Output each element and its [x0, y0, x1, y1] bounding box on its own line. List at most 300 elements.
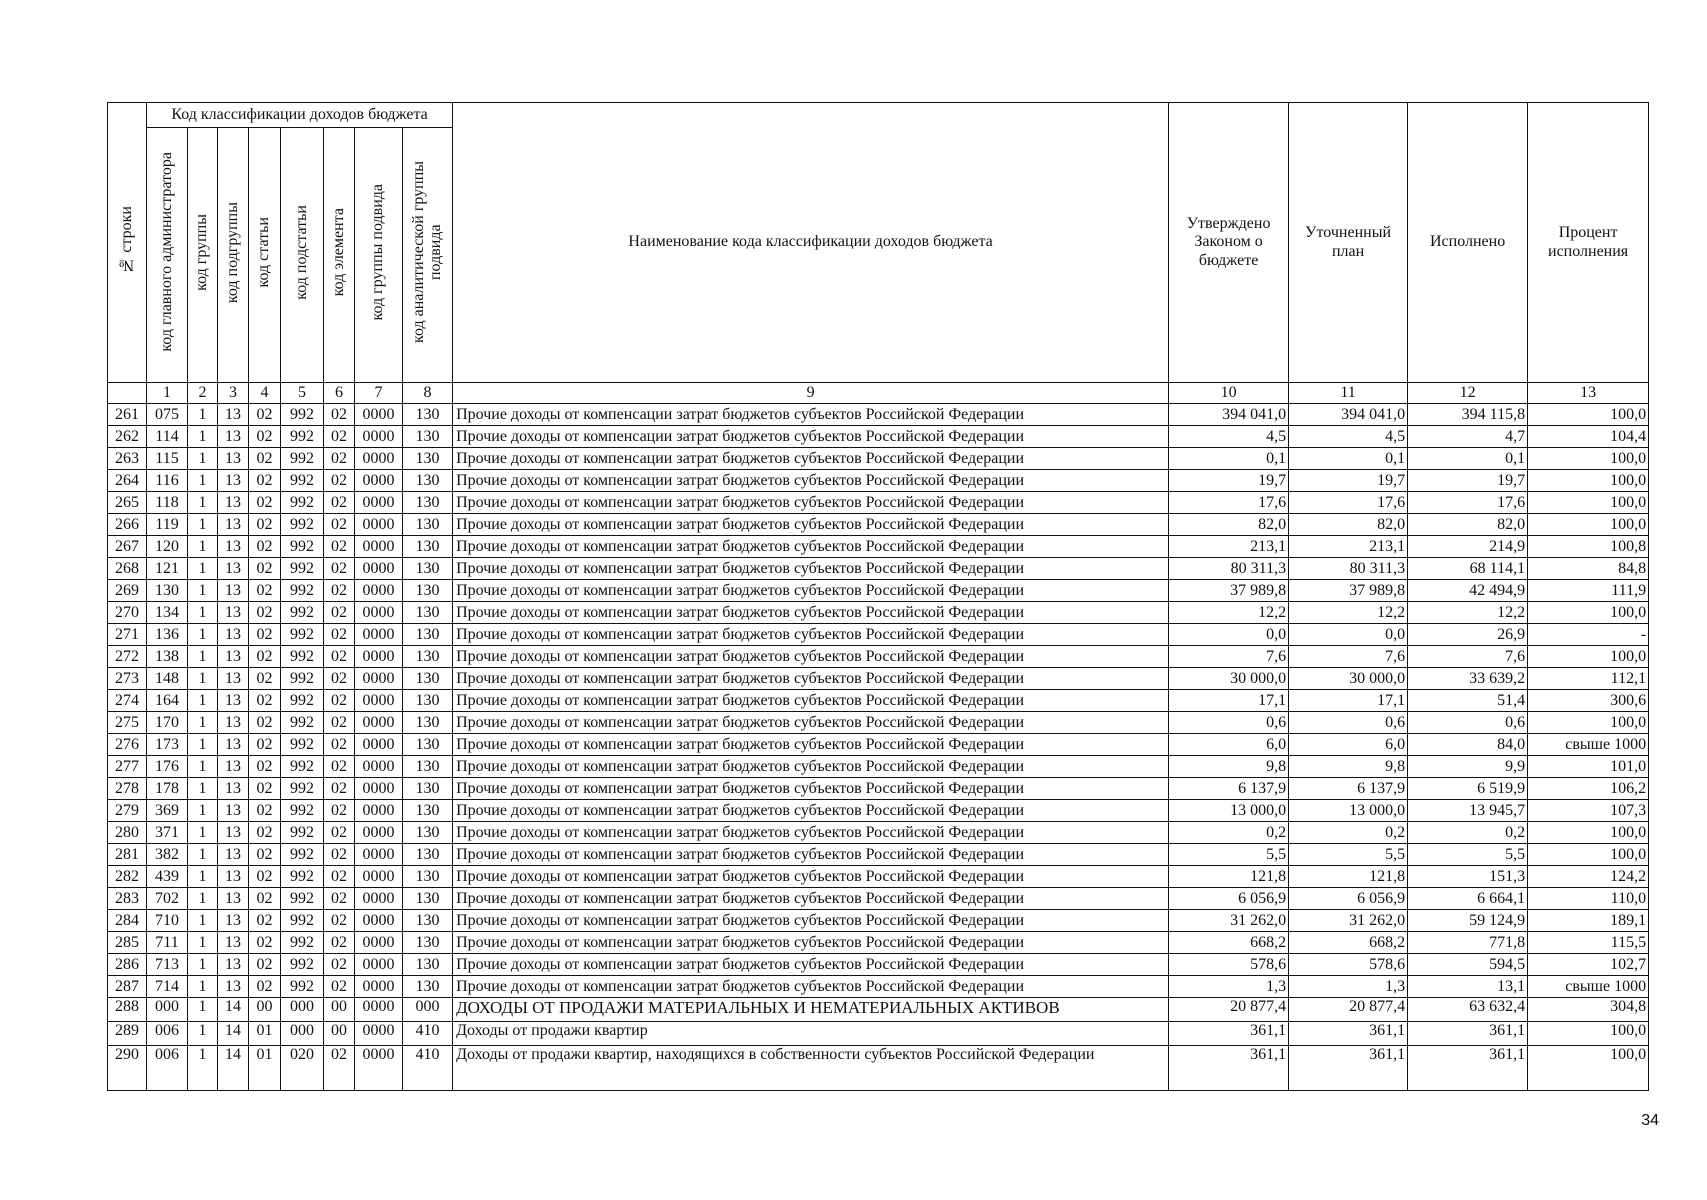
cell-name: Прочие доходы от компенсации затрат бюджетов субъектов Российской Федерации — [453, 492, 1169, 514]
cell-name: Прочие доходы от компенсации затрат бюджетов субъектов Российской Федерации — [453, 800, 1169, 822]
cell-refined-plan: 0,1 — [1289, 448, 1408, 470]
cell-code-analytic-group: 410 — [403, 1022, 453, 1046]
table-row — [108, 646, 1649, 668]
cell-row-number: 276 — [108, 734, 147, 756]
cell-name: Прочие доходы от компенсации затрат бюджетов субъектов Российской Федерации — [453, 470, 1169, 492]
cell-executed: 771,8 — [1408, 932, 1528, 954]
cell-executed: 594,5 — [1408, 954, 1528, 976]
cell-row-number: 284 — [108, 910, 147, 932]
table-row — [108, 712, 1649, 734]
cell-refined-plan: 7,6 — [1289, 646, 1408, 668]
cell-code-subtype-group: 0000 — [355, 1046, 403, 1091]
cell-row-number: 271 — [108, 624, 147, 646]
cell-code-analytic-group: 130 — [403, 910, 453, 932]
cell-code-analytic-group: 130 — [403, 976, 453, 998]
cell-approved: 17,6 — [1169, 492, 1289, 514]
header-row-number — [108, 103, 147, 383]
cell-refined-plan: 6,0 — [1289, 734, 1408, 756]
cell-code-group: 1 — [188, 646, 218, 668]
cell-approved: 12,2 — [1169, 602, 1289, 624]
cell-percent: 100,0 — [1528, 822, 1649, 844]
table-row — [108, 756, 1649, 778]
cell-code-subarticle: 992 — [281, 712, 324, 734]
cell-code-group: 1 — [188, 470, 218, 492]
cell-name: Прочие доходы от компенсации затрат бюджетов субъектов Российской Федерации — [453, 580, 1169, 602]
table-row — [108, 844, 1649, 866]
header-code-subtype-group — [355, 128, 403, 383]
cell-refined-plan: 5,5 — [1289, 844, 1408, 866]
cell-name: Прочие доходы от компенсации затрат бюджетов субъектов Российской Федерации — [453, 822, 1169, 844]
cell-code-admin: 439 — [147, 866, 188, 888]
cell-code-article: 01 — [249, 1022, 281, 1046]
cell-approved: 20 877,4 — [1169, 998, 1289, 1022]
cell-row-number: 262 — [108, 426, 147, 448]
cell-refined-plan: 9,8 — [1289, 756, 1408, 778]
cell-code-admin: 369 — [147, 800, 188, 822]
cell-code-subarticle: 992 — [281, 558, 324, 580]
cell-name: Прочие доходы от компенсации затрат бюджетов субъектов Российской Федерации — [453, 778, 1169, 800]
cell-code-subtype-group: 0000 — [355, 954, 403, 976]
cell-code-subtype-group: 0000 — [355, 778, 403, 800]
cell-percent: 100,0 — [1528, 448, 1649, 470]
cell-executed: 361,1 — [1408, 1046, 1528, 1091]
cell-code-admin: 178 — [147, 778, 188, 800]
cell-code-group: 1 — [188, 448, 218, 470]
cell-code-subarticle: 992 — [281, 822, 324, 844]
cell-percent: 100,0 — [1528, 602, 1649, 624]
cell-percent: 124,2 — [1528, 866, 1649, 888]
cell-code-element: 02 — [324, 976, 355, 998]
cell-percent: 104,4 — [1528, 426, 1649, 448]
cell-percent: 100,0 — [1528, 1022, 1649, 1046]
cell-code-subtype-group: 0000 — [355, 426, 403, 448]
cell-code-analytic-group: 130 — [403, 690, 453, 712]
column-numbers-row — [108, 383, 1649, 404]
cell-code-admin: 000 — [147, 998, 188, 1022]
cell-executed: 214,9 — [1408, 536, 1528, 558]
cell-code-subgroup: 13 — [218, 690, 249, 712]
cell-code-article: 02 — [249, 624, 281, 646]
cell-code-group: 1 — [188, 734, 218, 756]
cell-executed: 361,1 — [1408, 1022, 1528, 1046]
cell-code-subgroup: 13 — [218, 514, 249, 536]
cell-code-group: 1 — [188, 624, 218, 646]
table-row — [108, 492, 1649, 514]
header-approved: Утверждено Законом о бюджете — [1169, 103, 1289, 383]
cell-refined-plan: 121,8 — [1289, 866, 1408, 888]
cell-code-subtype-group: 0000 — [355, 976, 403, 998]
cell-code-analytic-group: 130 — [403, 954, 453, 976]
header-code-article — [249, 128, 281, 383]
cell-refined-plan: 361,1 — [1289, 1046, 1408, 1091]
cell-code-article: 02 — [249, 668, 281, 690]
cell-code-subarticle: 992 — [281, 580, 324, 602]
table-row — [108, 734, 1649, 756]
cell-refined-plan: 19,7 — [1289, 470, 1408, 492]
header-code-subgroup — [218, 128, 249, 383]
cell-code-subarticle: 992 — [281, 932, 324, 954]
cell-name: Доходы от продажи квартир — [453, 1022, 1169, 1046]
cell-row-number: 265 — [108, 492, 147, 514]
cell-name: Прочие доходы от компенсации затрат бюджетов субъектов Российской Федерации — [453, 404, 1169, 426]
cell-code-article: 02 — [249, 712, 281, 734]
cell-code-subarticle: 992 — [281, 778, 324, 800]
cell-executed: 4,7 — [1408, 426, 1528, 448]
cell-code-element: 02 — [324, 866, 355, 888]
table-row — [108, 932, 1649, 954]
cell-code-admin: 702 — [147, 888, 188, 910]
cell-code-article: 02 — [249, 448, 281, 470]
cell-code-group: 1 — [188, 558, 218, 580]
cell-name: Прочие доходы от компенсации затрат бюджетов субъектов Российской Федерации — [453, 690, 1169, 712]
header-refined-plan: Уточненный план — [1289, 103, 1408, 383]
cell-refined-plan: 361,1 — [1289, 1022, 1408, 1046]
cell-refined-plan: 1,3 — [1289, 976, 1408, 998]
cell-percent: 84,8 — [1528, 558, 1649, 580]
cell-executed: 13,1 — [1408, 976, 1528, 998]
cell-executed: 68 114,1 — [1408, 558, 1528, 580]
cell-refined-plan: 13 000,0 — [1289, 800, 1408, 822]
cell-code-analytic-group: 130 — [403, 470, 453, 492]
header-code-group: Код классификации доходов бюджета — [147, 103, 453, 128]
cell-refined-plan: 17,1 — [1289, 690, 1408, 712]
cell-code-admin: 714 — [147, 976, 188, 998]
cell-code-element: 02 — [324, 1046, 355, 1091]
cell-name: Прочие доходы от компенсации затрат бюджетов субъектов Российской Федерации — [453, 734, 1169, 756]
cell-percent: 100,0 — [1528, 514, 1649, 536]
cell-approved: 6 137,9 — [1169, 778, 1289, 800]
cell-code-subarticle: 020 — [281, 1046, 324, 1091]
cell-code-group: 1 — [188, 602, 218, 624]
cell-code-subtype-group: 0000 — [355, 580, 403, 602]
cell-executed: 84,0 — [1408, 734, 1528, 756]
cell-code-subarticle: 992 — [281, 954, 324, 976]
cell-refined-plan: 17,6 — [1289, 492, 1408, 514]
cell-executed: 0,2 — [1408, 822, 1528, 844]
cell-code-article: 02 — [249, 778, 281, 800]
cell-code-subarticle: 992 — [281, 844, 324, 866]
cell-code-group: 1 — [188, 976, 218, 998]
cell-executed: 42 494,9 — [1408, 580, 1528, 602]
cell-name: ДОХОДЫ ОТ ПРОДАЖИ МАТЕРИАЛЬНЫХ И НЕМАТЕРИАЛЬНЫХ АКТИВОВ — [453, 998, 1169, 1022]
cell-code-element: 02 — [324, 690, 355, 712]
cell-approved: 7,6 — [1169, 646, 1289, 668]
cell-code-element: 02 — [324, 954, 355, 976]
table-row — [108, 514, 1649, 536]
cell-row-number: 272 — [108, 646, 147, 668]
cell-code-admin: 710 — [147, 910, 188, 932]
cell-code-group: 1 — [188, 1046, 218, 1091]
cell-code-subgroup: 13 — [218, 844, 249, 866]
cell-refined-plan: 0,0 — [1289, 624, 1408, 646]
cell-code-element: 02 — [324, 756, 355, 778]
cell-code-admin: 118 — [147, 492, 188, 514]
cell-code-subtype-group: 0000 — [355, 800, 403, 822]
cell-code-element: 02 — [324, 580, 355, 602]
header-code-article-label: код статьи — [255, 217, 273, 288]
cell-code-admin: 130 — [147, 580, 188, 602]
cell-code-subgroup: 14 — [218, 1022, 249, 1046]
cell-code-article: 02 — [249, 470, 281, 492]
cell-row-number: 263 — [108, 448, 147, 470]
cell-code-group: 1 — [188, 998, 218, 1022]
cell-percent: 189,1 — [1528, 910, 1649, 932]
cell-percent: 100,0 — [1528, 646, 1649, 668]
cell-code-analytic-group: 130 — [403, 734, 453, 756]
cell-code-subgroup: 13 — [218, 602, 249, 624]
column-number: 12 — [1408, 383, 1528, 404]
cell-code-subarticle: 992 — [281, 646, 324, 668]
cell-percent: свыше 1000 — [1528, 976, 1649, 998]
cell-code-subarticle: 992 — [281, 734, 324, 756]
cell-approved: 1,3 — [1169, 976, 1289, 998]
cell-code-subtype-group: 0000 — [355, 690, 403, 712]
cell-code-admin: 121 — [147, 558, 188, 580]
table-row — [108, 1022, 1649, 1046]
cell-code-group: 1 — [188, 932, 218, 954]
cell-approved: 5,5 — [1169, 844, 1289, 866]
cell-code-group: 1 — [188, 690, 218, 712]
cell-row-number: 282 — [108, 866, 147, 888]
cell-code-subarticle: 992 — [281, 536, 324, 558]
cell-percent: 100,0 — [1528, 1046, 1649, 1091]
table-row — [108, 778, 1649, 800]
cell-name: Прочие доходы от компенсации затрат бюджетов субъектов Российской Федерации — [453, 448, 1169, 470]
cell-code-subgroup: 13 — [218, 558, 249, 580]
cell-code-admin: 114 — [147, 426, 188, 448]
cell-executed: 394 115,8 — [1408, 404, 1528, 426]
cell-code-element: 00 — [324, 1022, 355, 1046]
cell-code-article: 02 — [249, 536, 281, 558]
cell-code-element: 02 — [324, 712, 355, 734]
cell-code-subtype-group: 0000 — [355, 998, 403, 1022]
cell-name: Прочие доходы от компенсации затрат бюджетов субъектов Российской Федерации — [453, 756, 1169, 778]
cell-code-article: 02 — [249, 734, 281, 756]
cell-code-subtype-group: 0000 — [355, 822, 403, 844]
cell-code-group: 1 — [188, 910, 218, 932]
cell-code-subtype-group: 0000 — [355, 492, 403, 514]
cell-code-element: 02 — [324, 778, 355, 800]
cell-code-element: 02 — [324, 844, 355, 866]
header-code-element — [324, 128, 355, 383]
cell-code-subgroup: 13 — [218, 976, 249, 998]
table-row — [108, 580, 1649, 602]
cell-code-analytic-group: 130 — [403, 404, 453, 426]
cell-code-article: 01 — [249, 1046, 281, 1091]
header-code-subarticle-label: код подстатьи — [292, 204, 310, 300]
cell-code-subgroup: 13 — [218, 470, 249, 492]
cell-approved: 4,5 — [1169, 426, 1289, 448]
table-row — [108, 888, 1649, 910]
cell-code-subgroup: 14 — [218, 1046, 249, 1091]
cell-row-number: 285 — [108, 932, 147, 954]
cell-approved: 361,1 — [1169, 1046, 1289, 1091]
cell-code-subtype-group: 0000 — [355, 514, 403, 536]
cell-row-number: 290 — [108, 1046, 147, 1091]
cell-code-admin: 138 — [147, 646, 188, 668]
cell-code-element: 02 — [324, 536, 355, 558]
cell-percent: свыше 1000 — [1528, 734, 1649, 756]
table-row — [108, 1046, 1649, 1091]
cell-code-subtype-group: 0000 — [355, 844, 403, 866]
header-code-admin-label: код главного администратора — [157, 152, 175, 353]
cell-code-admin: 134 — [147, 602, 188, 624]
page-number: 34 — [1641, 1112, 1659, 1129]
cell-approved: 9,8 — [1169, 756, 1289, 778]
cell-code-group: 1 — [188, 778, 218, 800]
table-row — [108, 448, 1649, 470]
cell-code-subgroup: 13 — [218, 866, 249, 888]
cell-row-number: 273 — [108, 668, 147, 690]
cell-code-subgroup: 14 — [218, 998, 249, 1022]
cell-code-element: 02 — [324, 492, 355, 514]
cell-approved: 121,8 — [1169, 866, 1289, 888]
column-number: 3 — [218, 383, 249, 404]
cell-code-article: 02 — [249, 932, 281, 954]
cell-row-number: 288 — [108, 998, 147, 1022]
cell-code-admin: 006 — [147, 1046, 188, 1091]
cell-approved: 82,0 — [1169, 514, 1289, 536]
cell-code-subtype-group: 0000 — [355, 668, 403, 690]
cell-code-admin: 371 — [147, 822, 188, 844]
cell-percent: 100,0 — [1528, 492, 1649, 514]
cell-code-subtype-group: 0000 — [355, 910, 403, 932]
cell-percent: 300,6 — [1528, 690, 1649, 712]
cell-code-subgroup: 13 — [218, 932, 249, 954]
cell-row-number: 264 — [108, 470, 147, 492]
cell-code-subgroup: 13 — [218, 800, 249, 822]
cell-approved: 0,0 — [1169, 624, 1289, 646]
cell-row-number: 266 — [108, 514, 147, 536]
cell-code-subarticle: 992 — [281, 602, 324, 624]
cell-code-group: 1 — [188, 712, 218, 734]
header-code-analytic-group-label: код аналитической группы подвида — [409, 161, 444, 344]
cell-code-analytic-group: 130 — [403, 822, 453, 844]
cell-refined-plan: 0,6 — [1289, 712, 1408, 734]
cell-row-number: 268 — [108, 558, 147, 580]
cell-code-subgroup: 13 — [218, 756, 249, 778]
cell-row-number: 280 — [108, 822, 147, 844]
column-number: 10 — [1169, 383, 1289, 404]
cell-code-article: 02 — [249, 976, 281, 998]
cell-code-subtype-group: 0000 — [355, 932, 403, 954]
cell-code-subarticle: 992 — [281, 448, 324, 470]
cell-code-article: 02 — [249, 822, 281, 844]
cell-code-admin: 006 — [147, 1022, 188, 1046]
cell-refined-plan: 31 262,0 — [1289, 910, 1408, 932]
cell-refined-plan: 213,1 — [1289, 536, 1408, 558]
cell-code-admin: 711 — [147, 932, 188, 954]
cell-code-subtype-group: 0000 — [355, 1022, 403, 1046]
cell-code-subgroup: 13 — [218, 778, 249, 800]
cell-code-article: 02 — [249, 646, 281, 668]
cell-row-number: 267 — [108, 536, 147, 558]
cell-code-article: 02 — [249, 492, 281, 514]
cell-code-article: 02 — [249, 888, 281, 910]
cell-percent: 110,0 — [1528, 888, 1649, 910]
cell-code-subarticle: 992 — [281, 976, 324, 998]
cell-executed: 13 945,7 — [1408, 800, 1528, 822]
table-row — [108, 822, 1649, 844]
cell-executed: 6 519,9 — [1408, 778, 1528, 800]
cell-row-number: 277 — [108, 756, 147, 778]
table-row — [108, 954, 1649, 976]
cell-code-group: 1 — [188, 800, 218, 822]
cell-code-element: 02 — [324, 514, 355, 536]
cell-approved: 668,2 — [1169, 932, 1289, 954]
cell-name: Прочие доходы от компенсации затрат бюджетов субъектов Российской Федерации — [453, 646, 1169, 668]
header-code-analytic-group — [403, 128, 453, 383]
header-code-group-cell — [188, 128, 218, 383]
cell-code-analytic-group: 130 — [403, 580, 453, 602]
cell-code-analytic-group: 130 — [403, 624, 453, 646]
cell-approved: 13 000,0 — [1169, 800, 1289, 822]
cell-name: Прочие доходы от компенсации затрат бюджетов субъектов Российской Федерации — [453, 668, 1169, 690]
cell-row-number: 274 — [108, 690, 147, 712]
cell-code-subtype-group: 0000 — [355, 734, 403, 756]
cell-executed: 5,5 — [1408, 844, 1528, 866]
cell-code-subarticle: 992 — [281, 624, 324, 646]
cell-code-element: 02 — [324, 646, 355, 668]
cell-code-subarticle: 000 — [281, 1022, 324, 1046]
cell-approved: 80 311,3 — [1169, 558, 1289, 580]
cell-executed: 19,7 — [1408, 470, 1528, 492]
cell-code-analytic-group: 130 — [403, 756, 453, 778]
cell-code-admin: 382 — [147, 844, 188, 866]
cell-code-article: 02 — [249, 756, 281, 778]
cell-code-article: 02 — [249, 910, 281, 932]
cell-code-subtype-group: 0000 — [355, 404, 403, 426]
cell-executed: 33 639,2 — [1408, 668, 1528, 690]
cell-row-number: 270 — [108, 602, 147, 624]
cell-code-article: 02 — [249, 866, 281, 888]
cell-code-subgroup: 13 — [218, 888, 249, 910]
cell-approved: 213,1 — [1169, 536, 1289, 558]
cell-code-analytic-group: 130 — [403, 514, 453, 536]
cell-code-article: 00 — [249, 998, 281, 1022]
cell-code-subarticle: 992 — [281, 888, 324, 910]
cell-approved: 6 056,9 — [1169, 888, 1289, 910]
cell-executed: 6 664,1 — [1408, 888, 1528, 910]
cell-code-subtype-group: 0000 — [355, 470, 403, 492]
cell-percent: 112,1 — [1528, 668, 1649, 690]
cell-code-subarticle: 992 — [281, 514, 324, 536]
cell-code-subtype-group: 0000 — [355, 646, 403, 668]
cell-executed: 12,2 — [1408, 602, 1528, 624]
cell-code-subarticle: 992 — [281, 910, 324, 932]
cell-code-group: 1 — [188, 514, 218, 536]
cell-code-analytic-group: 130 — [403, 426, 453, 448]
cell-code-admin: 116 — [147, 470, 188, 492]
cell-code-admin: 075 — [147, 404, 188, 426]
cell-row-number: 279 — [108, 800, 147, 822]
header-executed: Исполнено — [1408, 103, 1528, 383]
cell-refined-plan: 12,2 — [1289, 602, 1408, 624]
column-number: 5 — [281, 383, 324, 404]
cell-row-number: 261 — [108, 404, 147, 426]
cell-name: Прочие доходы от компенсации затрат бюджетов субъектов Российской Федерации — [453, 536, 1169, 558]
cell-executed: 26,9 — [1408, 624, 1528, 646]
table-row — [108, 690, 1649, 712]
header-code-group-label: код группы — [193, 213, 211, 291]
cell-refined-plan: 4,5 — [1289, 426, 1408, 448]
cell-code-subgroup: 13 — [218, 910, 249, 932]
table-body — [108, 404, 1649, 1091]
cell-code-group: 1 — [188, 404, 218, 426]
header-code-subarticle — [281, 128, 324, 383]
cell-code-subtype-group: 0000 — [355, 888, 403, 910]
cell-code-subgroup: 13 — [218, 624, 249, 646]
